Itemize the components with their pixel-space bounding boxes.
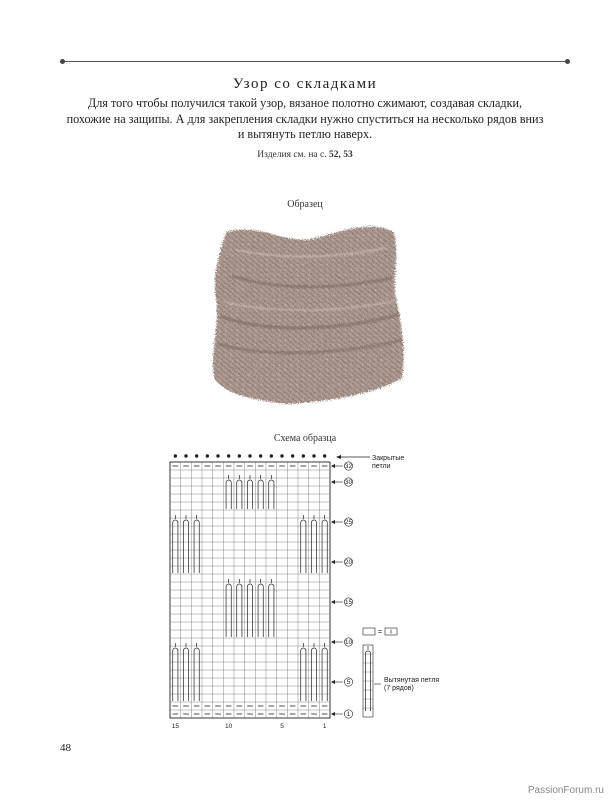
closed-loop-dot (323, 454, 326, 457)
header-rule (62, 61, 568, 62)
pulled-loop (237, 480, 242, 509)
column-number-1: 1 (322, 723, 327, 730)
row-number-30: 30 (344, 479, 353, 487)
row-marker-head (331, 680, 335, 684)
pulled-loop-label-2: (7 рядов) (384, 685, 414, 692)
product-reference (0, 150, 610, 160)
closed-loop-dot (312, 454, 315, 457)
pulled-loop (322, 648, 327, 701)
pulled-loop (194, 520, 199, 573)
row-number-15: 15 (344, 599, 353, 607)
pulled-loop (258, 480, 263, 509)
pulled-loop (183, 520, 188, 573)
closed-loops-arrow (336, 455, 341, 459)
pulled-loop (226, 584, 231, 637)
pulled-loop-label-1: Вытянутая петля (384, 677, 440, 684)
row-marker-head (331, 640, 335, 644)
pulled-loop-symbols (173, 475, 328, 701)
column-number-5: 5 (280, 723, 284, 730)
reference-pages: 52, 53 (328, 150, 353, 160)
pattern-description: Для того чтобы получился такой узор, вязаное полотно сжимают, создавая складки, похожие на защипы. А для закрепления складки нужно спуститься на несколько рядов вниз и вытянуть петлю наверх. (66, 96, 544, 141)
row-number-10: 10 (344, 639, 353, 647)
row-number-25: 25 (344, 519, 353, 527)
legend-empty-cell (363, 628, 375, 635)
closed-loops-label-1: Закрытые (372, 455, 405, 462)
column-number-15: 15 (171, 723, 179, 730)
closed-loop-dot (270, 454, 273, 457)
rule-dot-right (565, 59, 570, 64)
column-labels (172, 723, 327, 730)
closed-loop-dot (227, 454, 230, 457)
closed-loop-dot (206, 454, 209, 457)
pulled-loop (247, 480, 252, 509)
pulled-loop (301, 520, 306, 573)
row-marker-head (331, 600, 335, 604)
closed-loop-dot (259, 454, 262, 457)
row-marker-head (331, 520, 335, 524)
row-number-1: 1 (346, 711, 351, 719)
pulled-loop (247, 584, 252, 637)
watermark: PassionForum.ru (527, 785, 604, 796)
closed-loop-dot (184, 454, 187, 457)
pulled-loop (301, 648, 306, 701)
pulled-loop (226, 480, 231, 509)
row-number-20: 20 (344, 559, 353, 567)
row-marker-head (331, 480, 335, 484)
row-markers (331, 462, 353, 718)
scheme-caption: Схема образца (273, 433, 337, 444)
legend-equals: = (378, 629, 383, 636)
knitting-chart (165, 452, 460, 732)
pulled-loop (194, 648, 199, 701)
legend-pulled-loop-strip (363, 645, 373, 717)
reference-prefix: Изделия см. на с. (257, 150, 327, 160)
pattern-title: Узор со складками (232, 76, 378, 92)
row-number-5: 5 (346, 679, 351, 687)
row-number-32: 32 (344, 463, 353, 471)
pulled-loop (311, 648, 316, 701)
closed-loop-dot (248, 454, 251, 457)
pulled-loop (269, 480, 274, 509)
pulled-loop (258, 584, 263, 637)
row-marker-head (331, 712, 335, 716)
closed-loop-dot (291, 454, 294, 457)
rule-dot-left (60, 59, 65, 64)
pulled-loop (173, 520, 178, 573)
closed-loop-dot (174, 454, 177, 457)
pulled-loop (173, 648, 178, 701)
pulled-loop (183, 648, 188, 701)
row-marker-head (331, 560, 335, 564)
row-marker-head (331, 464, 335, 468)
closed-loop-dot (280, 454, 283, 457)
closed-loop-dot (216, 454, 219, 457)
closed-loop-dot (195, 454, 198, 457)
knitted-sample-photo (206, 218, 410, 414)
closed-loop-dot (238, 454, 241, 457)
sample-caption: Образец (287, 199, 323, 210)
closed-loops-label-2: петли (372, 463, 391, 470)
pulled-loop (269, 584, 274, 637)
column-number-10: 10 (225, 723, 233, 730)
pulled-loop (322, 520, 327, 573)
closed-loops-dots (174, 454, 327, 457)
pulled-loop (237, 584, 242, 637)
pulled-loop (311, 520, 316, 573)
closed-loop-dot (302, 454, 305, 457)
page-number: 48 (60, 742, 71, 754)
